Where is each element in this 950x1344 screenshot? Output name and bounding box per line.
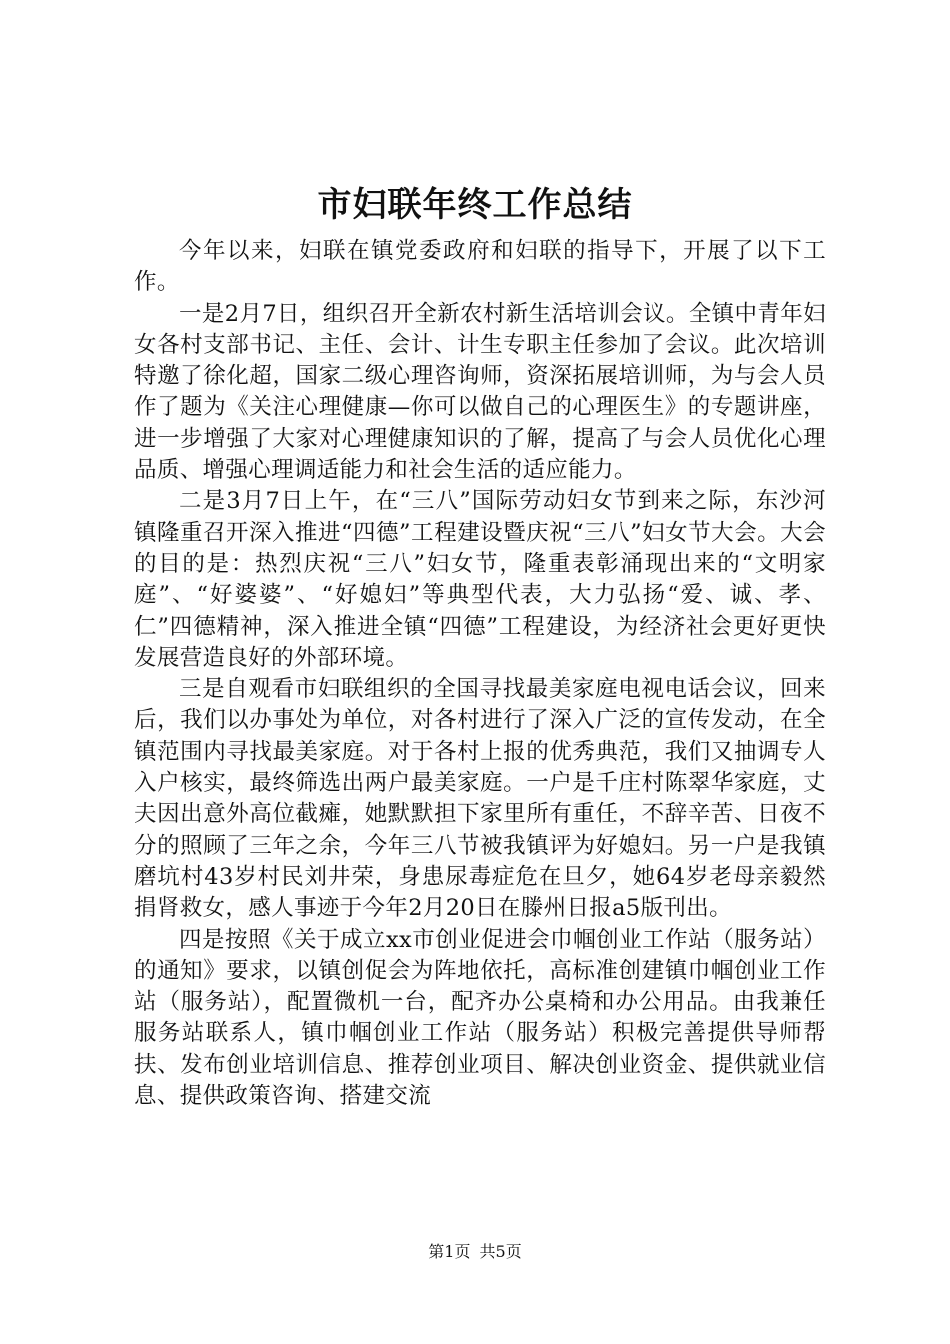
- document-body: [134, 236, 826, 1112]
- paragraph-item-2: 二是3月7日上午，在“三八”国际劳动妇女节到来之际，东沙河镇隆重召开深入推进“四德”工程建设暨庆祝“三八”妇女节大会。大会的目的是：热烈庆祝“三八”妇女节，隆重表彰涌现出来的“文明家庭”、“好婆婆”、“好媳妇”等典型代表，大力弘扬“爱、诚、孝、仁”四德精神，深入推进全镇“四德”工程建设，为经济社会更好更快发展营造良好的外部环境。: [134, 488, 826, 671]
- paragraph-item-1: 一是2月7日，组织召开全新农村新生活培训会议。全镇中青年妇女各村支部书记、主任、会计、计生专职主任参加了会议。此次培训特邀了徐化超，国家二级心理咨询师，资深拓展培训师，为与会人员作了题为《关注心理健康—你可以做自己的心理医生》的专题讲座，进一步增强了大家对心理健康知识的了解，提高了与会人员优化心理品质、增强心理调适能力和社会生活的适应能力。: [134, 300, 826, 484]
- page-number-current: 第1页: [428, 1242, 471, 1261]
- page-footer: [0, 1240, 950, 1264]
- paragraph-intro: 今年以来，妇联在镇党委政府和妇联的指导下，开展了以下工作。: [134, 238, 826, 296]
- page-number-total: 共5页: [479, 1242, 522, 1261]
- document-title: 市妇联年终工作总结: [317, 185, 633, 225]
- paragraph-item-3: 三是自观看市妇联组织的全国寻找最美家庭电视电话会议，回来后，我们以办事处为单位，对各村进行了深入广泛的宣传发动，在全镇范围内寻找最美家庭。对于各村上报的优秀典范，我们又抽调专人入户核实，最终筛选出两户最美家庭。一户是千庄村陈翠华家庭，丈夫因出意外高位截瘫，她默默担下家里所有重任，不辞辛苦、日夜不分的照顾了三年之余，今年三八节被我镇评为好媳妇。另一户是我镇磨坑村43岁村民刘井荣，身患尿毒症危在旦夕，她64岁老母亲毅然捐肾救女，感人事迹于今年2月20日在滕州日报a5版刊出。: [134, 676, 826, 922]
- paragraph-item-4: 四是按照《关于成立xx市创业促进会巾帼创业工作站（服务站）的通知》要求，以镇创促会为阵地依托，高标准创建镇巾帼创业工作站（服务站），配置微机一台，配齐办公桌椅和办公用品。由我兼任服务站联系人，镇巾帼创业工作站（服务站）积极完善提供导师帮扶、发布创业培训信息、推荐创业项目、解决创业资金、提供就业信息、提供政策咨询、搭建交流: [134, 926, 826, 1110]
